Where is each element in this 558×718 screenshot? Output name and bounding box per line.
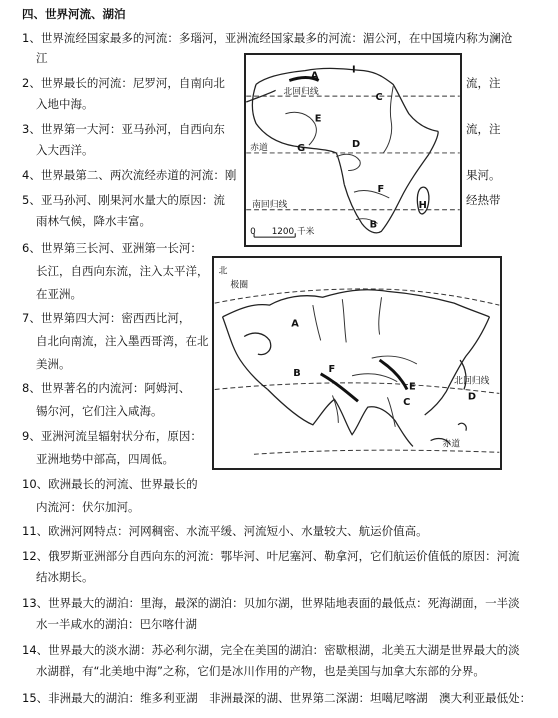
item-7-line-2: 自北向南流，注入墨西哥湾，在北: [36, 334, 209, 348]
item-1-line-2: 江: [36, 51, 48, 65]
item-6-line-2: 长江，自西向东流，注入太平洋，: [36, 264, 209, 278]
item-15: 15、非洲最大的湖泊：维多利亚湖 非洲最深的湖、世界第二深湖：坦噶尼喀湖 澳大利亚最低处：: [22, 691, 532, 705]
item-6-line-1: 6、世界第三长河、亚洲第一长河：: [22, 241, 202, 255]
asia-map-svg: [214, 258, 500, 468]
item-2-line-1-right: 流，注: [466, 76, 501, 90]
item-13-line-2: 水一半咸水的湖泊：巴尔喀什湖: [36, 617, 197, 631]
equator-label: 赤道: [442, 439, 461, 450]
item-4-line-1: 4、世界最第二、两次流经赤道的河流：刚: [22, 168, 237, 182]
item-14-line-1: 14、世界最大的淡水湖：苏必利尔湖，完全在美国的湖泊：密歇根湖，北美五大湖是世界最大的淡: [22, 643, 520, 657]
item-8-line-1: 8、世界著名的内流河：阿姆河、: [22, 381, 191, 395]
letter-d: D: [467, 391, 477, 403]
item-3-line-1-right: 流，注: [466, 122, 501, 136]
arctic-circle-line: [215, 289, 500, 305]
letter-e: E: [314, 113, 322, 125]
letter-b: B: [293, 367, 301, 379]
north-label: 北: [218, 266, 228, 277]
letter-d: D: [352, 139, 361, 151]
tropic-south-label: 南回归线: [252, 199, 288, 210]
item-8-line-2: 锡尔河，它们注入咸海。: [36, 404, 163, 418]
letter-e: E: [409, 381, 416, 393]
letter-f: F: [377, 184, 385, 196]
letter-g: G: [297, 142, 306, 154]
letter-c: C: [375, 92, 383, 104]
section-title: 四、世界河流、湖泊: [22, 7, 126, 21]
item-13-line-1: 13、世界最大的湖泊：里海，最深的湖泊：贝加尔湖，世界陆地表面的最低点：死海湖面，一半淡: [22, 596, 520, 610]
item-5-line-2: 雨林气候，降水丰富。: [36, 214, 151, 228]
scale-zero: 0: [250, 227, 256, 238]
item-9-line-2: 亚洲地势中部高，四周低。: [36, 452, 174, 466]
tropic-north-label: 北回归线: [454, 376, 490, 387]
equator-line: [254, 450, 499, 454]
letter-a: A: [310, 70, 319, 82]
africa-map: [244, 53, 462, 247]
asia-map: [212, 256, 502, 470]
item-1-line-1: 1、世界流经国家最多的河流：多瑙河，亚洲流经国家最多的河流：湄公河，在中国境内称为澜沧: [22, 31, 513, 45]
item-6-line-3: 在亚洲。: [36, 287, 82, 301]
scale-label: 1200 千米: [271, 227, 315, 238]
letter-b: B: [369, 219, 378, 231]
item-14-line-2: 水湖群，有“北美地中海”之称，它们是冰川作用的产物，也是美国与加拿大东部的分界。: [36, 664, 485, 678]
item-10-line-1: 10、欧洲最长的河流、世界最长的: [22, 477, 198, 491]
item-12-line-2: 结冰期长。: [36, 570, 94, 584]
item-5-line-1: 5、亚马孙河、刚果河水量大的原因：流: [22, 193, 225, 207]
letter-a: A: [291, 318, 299, 330]
letter-i: I: [352, 64, 356, 76]
item-5-line-1-right: 经热带: [466, 193, 501, 207]
item-2-line-1: 2、世界最长的河流：尼罗河，自南向北: [22, 76, 225, 90]
letter-f: F: [328, 363, 336, 375]
item-10-line-2: 内流河：伏尔加河。: [36, 500, 140, 514]
arctic-label: 极圈: [230, 280, 249, 291]
item-12-line-1: 12、俄罗斯亚洲部分自西向东的河流：鄂毕河、叶尼塞河、勒拿河，它们航运价值低的原因：河流: [22, 549, 520, 563]
item-3-line-2: 入大西洋。: [36, 143, 94, 157]
africa-map-svg: [246, 55, 460, 245]
item-7-line-1: 7、世界第四大河：密西西比河，: [22, 311, 191, 325]
tropic-north-label: 北回归线: [283, 87, 319, 98]
item-4-line-1-right: 果河。: [466, 168, 501, 182]
letter-c: C: [403, 397, 411, 409]
item-7-line-3: 美洲。: [36, 357, 71, 371]
item-9-line-1: 9、亚洲河流呈辐射状分布，原因：: [22, 429, 202, 443]
letter-h: H: [418, 199, 427, 211]
item-11: 11、欧洲河网特点：河网稠密、水流平缓、河流短小、水量较大、航运价值高。: [22, 524, 428, 538]
item-3-line-1: 3、世界第一大河：亚马孙河，自西向东: [22, 122, 225, 136]
equator-label: 赤道: [250, 143, 268, 153]
item-2-line-2: 入地中海。: [36, 97, 94, 111]
